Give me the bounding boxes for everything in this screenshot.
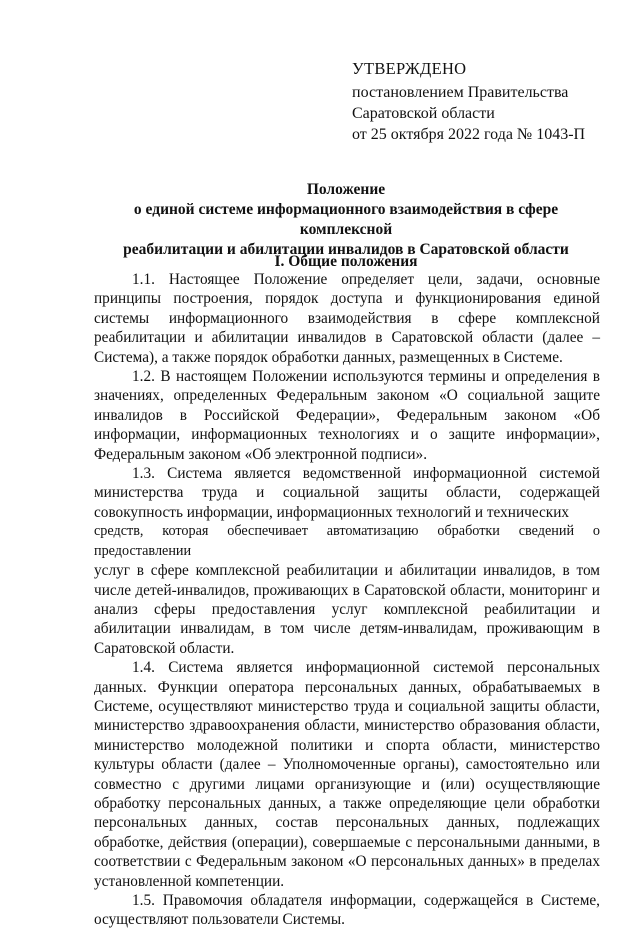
title-line-3: реабилитации и абилитации инвалидов в Саратовской области xyxy=(123,241,569,258)
section-heading: I. Общие положения xyxy=(274,253,418,270)
paragraph-1-3-part-a: 1.3. Система является ведомственной информационной системой министерства труда и социальной защиты области, содержащей совокупность информации, информационных технологий и технических xyxy=(94,465,600,521)
approval-line-region: Саратовской области xyxy=(352,105,495,122)
paragraph-1-5: 1.5. Правомочия обладателя информации, содержащейся в Системе, осуществляют пользователи Системы. xyxy=(94,892,600,929)
paragraph-1-4: 1.4. Система является информационной системой персональных данных. Функции оператора персональных данных, обрабатываемых в Системе, осуществляют министерство труда и социальной защиты области, министерство здравоохранения области, министерство образования области, министерство молодежной политики и спорта области, министерство культуры области (далее – Уполномоченные органы), самостоятельно или совместно с другими лицами организующие и (или) осуществляющие обработку персональных данных, а также определяющие цели обработки персональных данных, состав персональных данных, подлежащих обработке, действия (операции), совершаемые с персональными данными, в соответствии с Федеральным законом «О персональных данных» в пределах установленной компетенции. xyxy=(94,659,600,890)
document-body xyxy=(94,270,600,930)
document-title xyxy=(92,180,600,260)
paragraph-1-1: 1.1. Настоящее Положение определяет цели, задачи, основные принципы построения, порядок доступа и функционирования единой системы информационного взаимодействия в сфере комплексной реабилитации и абилитации инвалидов в Саратовской области (далее – Система), а также порядок обработки данных, размещенных в Системе. xyxy=(94,271,600,366)
paragraph-1-3-part-b: средств, которая обеспечивает автоматизацию обработки сведений о предоставлении xyxy=(94,523,600,559)
title-line-1: Положение xyxy=(306,181,386,198)
paragraph-1-2: 1.2. В настоящем Положении используются термины и определения в значениях, определенных Федеральным законом «О социальной защите инвалидов в Российской Федерации», Федеральным законом «Об информации, информационных технологиях и о защите информации», Федеральным законом «Об электронной подписи». xyxy=(94,368,600,463)
paragraph-1-3 xyxy=(94,464,600,658)
paragraph-1-3-part-c: услуг в сфере комплексной реабилитации и абилитации инвалидов, в том числе детей-инвалидов, проживающих в Саратовской области, мониторинг и анализ сферы предоставления услуг комплексной реабилитации и абилитации инвалидам, в том числе детям-инвалидам, проживающим в Саратовской области. xyxy=(94,562,600,657)
approval-line-decree: постановлением Правительства xyxy=(352,84,569,101)
approval-heading: УТВЕРЖДЕНО xyxy=(352,59,467,78)
approval-line-date: от 25 октября 2022 года № 1043-П xyxy=(352,126,586,143)
title-line-2: о единой системе информационного взаимодействия в сфере комплексной xyxy=(133,201,559,238)
approval-stamp xyxy=(352,58,585,145)
